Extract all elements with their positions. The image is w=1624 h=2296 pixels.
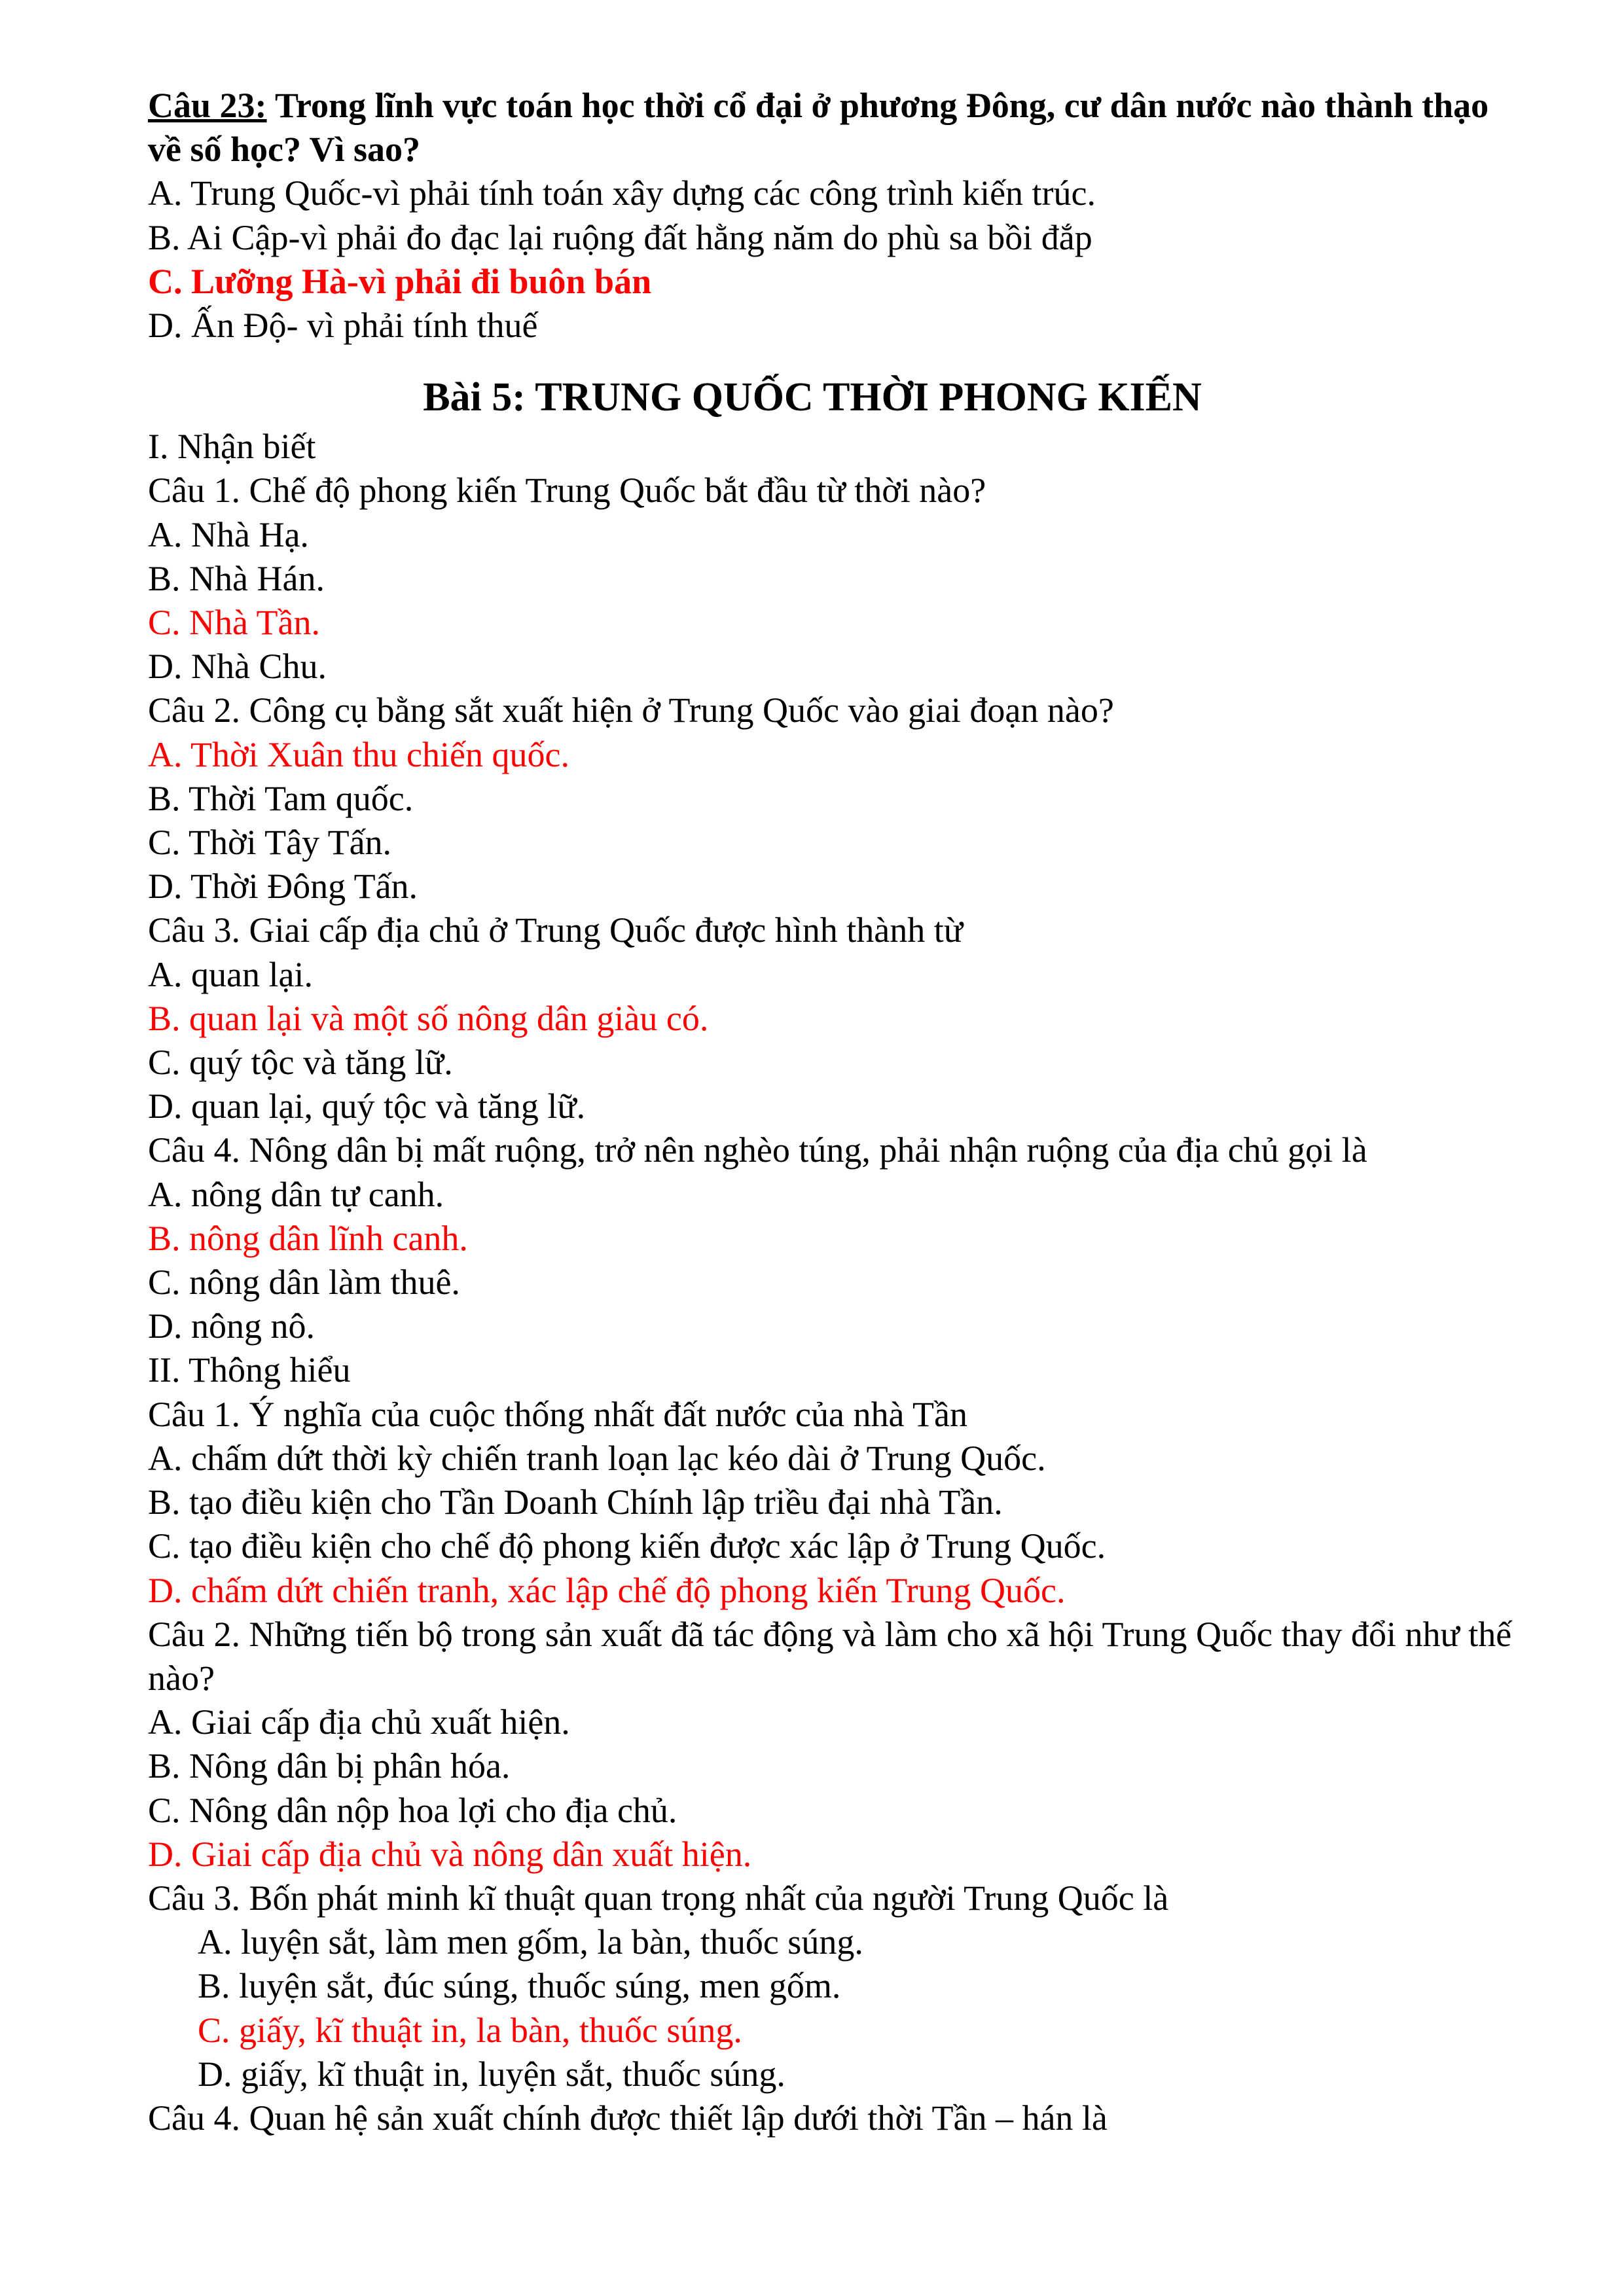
question-block (148, 1128, 1523, 1348)
option-c-correct: C. Lưỡng Hà-vì phải đi buôn bán (148, 261, 652, 301)
question-stem: Câu 2. Công cụ bằng sắt xuất hiện ở Trung Quốc vào giai đoạn nào? (148, 691, 1114, 730)
option-a: A. nông dân tự canh. (148, 1174, 444, 1214)
document-page (148, 84, 1523, 2140)
option-b: B. luyện sắt, đúc súng, thuốc súng, men gốm. (198, 1966, 841, 2006)
option-b-correct: B. nông dân lĩnh canh. (148, 1218, 468, 1258)
option-a-correct: A. Thời Xuân thu chiến quốc. (148, 734, 569, 774)
option-c: C. nông dân làm thuê. (148, 1263, 460, 1302)
option-c-correct: C. Nhà Tần. (148, 603, 320, 643)
option-c: C. Thời Tây Tấn. (148, 823, 392, 863)
lesson-title: Bài 5: TRUNG QUỐC THỜI PHONG KIẾN (423, 375, 1202, 420)
option-b-correct: B. quan lại và một số nông dân giàu có. (148, 998, 709, 1038)
question-stem: Câu 4. Quan hệ sản xuất chính được thiết lập dưới thời Tần – hán là (148, 2098, 1108, 2138)
question-block (148, 469, 1523, 689)
option-b: B. tạo điều kiện cho Tần Doanh Chính lập triều đại nhà Tần. (148, 1482, 1003, 1522)
section-heading: II. Thông hiểu (148, 1350, 351, 1390)
option-d: D. Nhà Chu. (148, 647, 327, 687)
option-a: A. chấm dứt thời kỳ chiến tranh loạn lạc kéo dài ở Trung Quốc. (148, 1438, 1046, 1478)
question-block (148, 1876, 1523, 2096)
option-a: A. quan lại. (148, 954, 313, 994)
option-b: B. Ai Cập-vì phải đo đạc lại ruộng đất hằng năm do phù sa bồi đắp (148, 217, 1092, 257)
option-a: A. Trung Quốc-vì phải tính toán xây dựng các công trình kiến trúc. (148, 173, 1096, 213)
section-heading: I. Nhận biết (148, 427, 316, 467)
option-a: A. Nhà Hạ. (148, 514, 309, 554)
question-stem (148, 84, 1523, 171)
question-stem: Câu 3. Bốn phát minh kĩ thuật quan trọng nhất của người Trung Quốc là (148, 1878, 1169, 1918)
option-c: C. tạo điều kiện cho chế độ phong kiến được xác lập ở Trung Quốc. (148, 1526, 1106, 1566)
question-stem: Câu 3. Giai cấp địa chủ ở Trung Quốc được hình thành từ (148, 910, 963, 950)
option-d: D. giấy, kĩ thuật in, luyện sắt, thuốc súng. (198, 2054, 785, 2094)
question-stem: Câu 4. Nông dân bị mất ruộng, trở nên nghèo túng, phải nhận ruộng của địa chủ gọi là (148, 1130, 1367, 1170)
option-d: D. Ấn Độ- vì phải tính thuế (148, 306, 538, 346)
question-23 (148, 84, 1523, 348)
option-a: A. Giai cấp địa chủ xuất hiện. (148, 1702, 570, 1742)
option-d: D. nông nô. (148, 1306, 315, 1346)
option-d: D. quan lại, quý tộc và tăng lữ. (148, 1086, 586, 1126)
question-stem: Câu 1. Chế độ phong kiến Trung Quốc bắt đầu từ thời nào? (148, 471, 986, 511)
option-c: C. Nông dân nộp hoa lợi cho địa chủ. (148, 1790, 677, 1830)
option-a: A. luyện sắt, làm men gốm, la bàn, thuốc súng. (198, 1922, 863, 1962)
option-b: B. Nhà Hán. (148, 558, 325, 598)
option-c: C. quý tộc và tăng lữ. (148, 1043, 453, 1083)
question-stem: Câu 1. Ý nghĩa của cuộc thống nhất đất nước của nhà Tần (148, 1394, 967, 1434)
question-block (148, 2096, 1523, 2140)
question-block (148, 1613, 1523, 1876)
option-d-correct: D. Giai cấp địa chủ và nông dân xuất hiện. (148, 1834, 752, 1874)
option-b: B. Thời Tam quốc. (148, 778, 414, 818)
option-d-correct: D. chấm dứt chiến tranh, xác lập chế độ phong kiến Trung Quốc. (148, 1570, 1066, 1610)
question-block (148, 1393, 1523, 1613)
option-d: D. Thời Đông Tấn. (148, 867, 418, 906)
question-text: Trong lĩnh vực toán học thời cổ đại ở phương Đông, cư dân nước nào thành thạo về số học? Vì sao? (148, 86, 1489, 170)
option-c-correct: C. giấy, kĩ thuật in, la bàn, thuốc súng. (198, 2010, 742, 2050)
question-stem: Câu 2. Những tiến bộ trong sản xuất đã tác động và làm cho xã hội Trung Quốc thay đổi như thế nào? (148, 1614, 1512, 1698)
question-block (148, 689, 1523, 908)
option-b: B. Nông dân bị phân hóa. (148, 1746, 511, 1786)
question-number: Câu 23: (148, 86, 267, 125)
question-block (148, 908, 1523, 1128)
